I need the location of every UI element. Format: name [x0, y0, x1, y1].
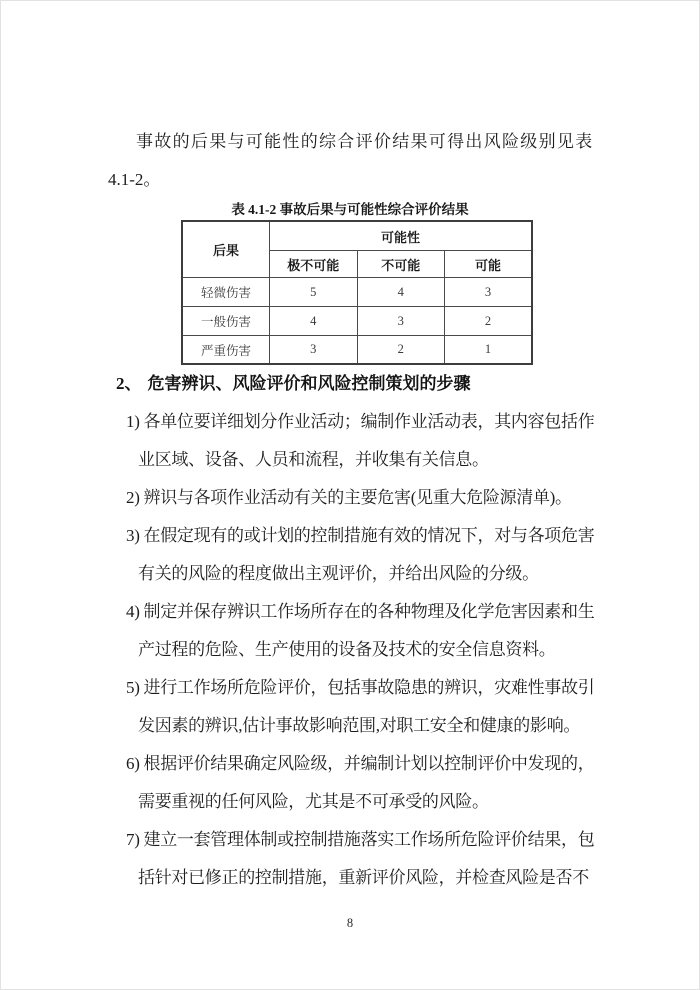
col-axis-header: 可能性 [270, 221, 533, 251]
section-title: 危害辨识、风险评价和风险控制策划的步骤 [147, 374, 471, 393]
table-cell: 5 [270, 278, 358, 307]
list-item-line: 1) 各单位要详细划分作业活动；编制作业活动表，其内容包括作 [126, 412, 595, 431]
row-label: 轻微伤害 [182, 278, 270, 307]
list-item-line: 6) 根据评价结果确定风险级，并编制计划以控制评价中发现的， [126, 754, 595, 773]
list-item-7 [126, 821, 595, 897]
list-item-4 [126, 593, 595, 669]
list-item-line: 7) 建立一套管理体制或控制措施落实工作场所危险评价结果，包 [126, 830, 595, 849]
col-header: 不可能 [357, 251, 445, 278]
risk-evaluation-table [181, 220, 533, 365]
table-header-row [182, 221, 532, 251]
table-cell: 3 [357, 307, 445, 336]
list-item-line: 4) 制定并保存辨识工作场所存在的各种物理及化学危害因素和生 [126, 602, 595, 621]
list-item-line: 业区域、设备、人员和流程，并收集有关信息。 [138, 450, 489, 469]
list-item-line: 5) 进行工作场所危险评价，包括事故隐患的辨识，灾难性事故引 [126, 678, 595, 697]
table-cell: 1 [445, 336, 533, 365]
section-number: 2、 [116, 374, 142, 393]
table-cell: 2 [357, 336, 445, 365]
table-cell: 3 [270, 336, 358, 365]
page-number: 8 [346, 916, 354, 930]
table-cell: 4 [270, 307, 358, 336]
table-row [182, 278, 532, 307]
intro-line: 事故的后果与可能性的综合评价结果可得出风险级别见表 [136, 132, 594, 151]
list-item-line: 产过程的危险、生产使用的设备及技术的安全信息资料。 [138, 640, 556, 659]
intro-paragraph [108, 123, 592, 199]
table-row [182, 336, 532, 365]
table-cell: 2 [445, 307, 533, 336]
list-item-1 [126, 403, 595, 479]
list-item-line: 发因素的辨识,估计事故影响范围,对职工安全和健康的影响。 [138, 716, 581, 735]
row-label: 严重伤害 [182, 336, 270, 365]
list-item-line: 有关的风险的程度做出主观评价，并给出风险的分级。 [138, 564, 539, 583]
section-heading [116, 365, 592, 403]
row-label: 一般伤害 [182, 307, 270, 336]
list-item-3 [126, 517, 595, 593]
table-cell: 4 [357, 278, 445, 307]
row-axis-header: 后果 [182, 221, 270, 278]
table-caption: 表 4.1-2 事故后果与可能性综合评价结果 [231, 202, 469, 217]
list-item-line: 需要重视的任何风险，尤其是不可承受的风险。 [138, 792, 489, 811]
list-item-5 [126, 669, 595, 745]
col-header: 可能 [445, 251, 533, 278]
list-item-line: 3) 在假定现有的或计划的控制措施有效的情况下，对与各项危害 [126, 526, 595, 545]
list-item-line: 2) 辨识与各项作业活动有关的主要危害(见重大危险源清单)。 [126, 488, 572, 507]
col-header: 极不可能 [270, 251, 358, 278]
intro-line: 4.1-2。 [108, 170, 161, 189]
list-item-2 [126, 479, 592, 517]
list-item-6 [126, 745, 595, 821]
list-item-line: 括针对已修正的控制措施，重新评价风险，并检查风险是否不 [138, 868, 589, 887]
table-cell: 3 [445, 278, 533, 307]
table-row [182, 307, 532, 336]
